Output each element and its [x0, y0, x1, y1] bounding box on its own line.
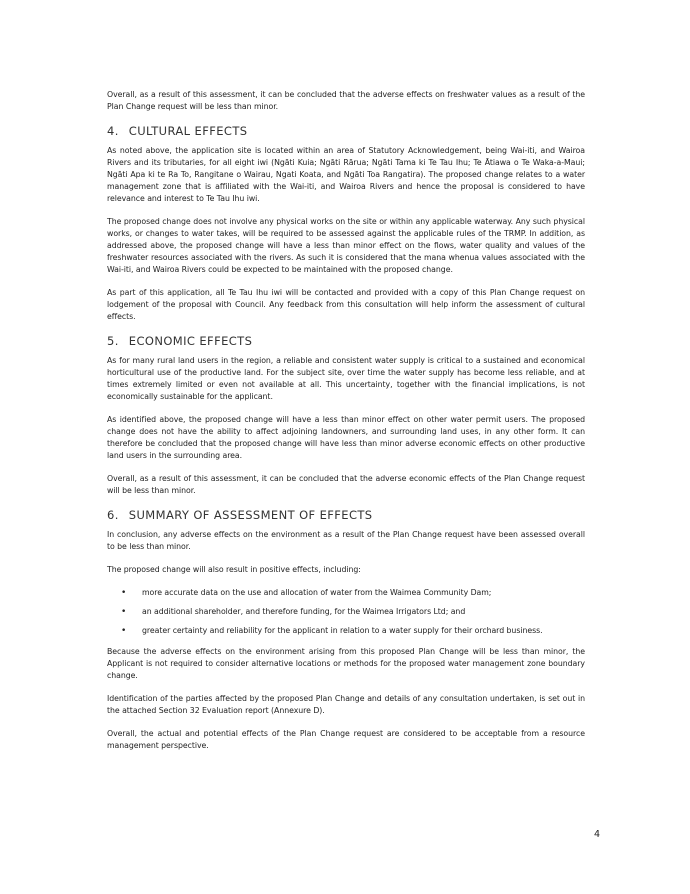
section-heading-cultural	[107, 124, 585, 138]
list-item-text: an additional shareholder, and therefore funding, for the Waimea Irrigators Ltd; and	[142, 607, 466, 616]
economic-paragraph-1: As for many rural land users in the region, a reliable and consistent water supply is critical to a sustained and economical horticultural use of the productive land. For the subject site, over time the water supply has become less reliable, and at times extremely limited or even not available at all. This uncertainty, together with the financial implications, is not economically sustainable for the applicant.	[107, 356, 585, 401]
economic-paragraph-2: As identified above, the proposed change will have a less than minor effect on other water permit users. The proposed change does not have the ability to affect adjoining landowners, and surrounding land uses, in any other form. It can therefore be concluded that the proposed change will have less than minor adverse economic effects on other productive land users in the surrounding area.	[107, 415, 585, 460]
summary-paragraph-1: In conclusion, any adverse effects on the environment as a result of the Plan Change request have been assessed overall to be less than minor.	[107, 530, 585, 551]
section-heading-summary	[107, 508, 585, 522]
list-item	[107, 606, 585, 618]
section-title: CULTURAL EFFECTS	[128, 124, 248, 138]
list-item-text: more accurate data on the use and allocation of water from the Waimea Community Dam;	[142, 588, 492, 597]
bullet-icon: •	[121, 626, 127, 636]
positive-effects-list	[107, 587, 585, 637]
summary-paragraph-2: The proposed change will also result in positive effects, including:	[107, 565, 361, 574]
list-item-text: greater certainty and reliability for the applicant in relation to a water supply for their orchard business.	[142, 626, 543, 635]
economic-paragraph-3: Overall, as a result of this assessment, it can be concluded that the adverse economic effects of the Plan Change request will be less than minor.	[107, 474, 585, 495]
section-title: SUMMARY OF ASSESSMENT OF EFFECTS	[128, 508, 373, 522]
summary-closing-paragraph-3: Overall, the actual and potential effects of the Plan Change request are considered to be acceptable from a resource management perspective.	[107, 729, 585, 750]
page-content	[107, 89, 585, 763]
list-item	[107, 625, 585, 637]
summary-closing-paragraph-1: Because the adverse effects on the environment arising from this proposed Plan Change will be less than minor, the Applicant is not required to consider alternative locations or methods for the proposed water management zone boundary change.	[107, 647, 585, 680]
cultural-paragraph-3: As part of this application, all Te Tau Ihu iwi will be contacted and provided with a copy of this Plan Change request on lodgement of the proposal with Council. Any feedback from this consultation will help inform the assessment of cultural effects.	[107, 288, 585, 321]
section-title: ECONOMIC EFFECTS	[128, 334, 253, 348]
section-number: 6.	[107, 508, 119, 522]
page-number: 4	[593, 829, 600, 840]
list-item	[107, 587, 585, 599]
section-heading-economic	[107, 334, 585, 348]
bullet-icon: •	[121, 607, 127, 617]
summary-closing-paragraph-2: Identification of the parties affected by the proposed Plan Change and details of any consultation undertaken, is set out in the attached Section 32 Evaluation report (Annexure D).	[107, 694, 585, 715]
cultural-paragraph-1: As noted above, the application site is located within an area of Statutory Acknowledgement, being Wai-iti, and Wairoa Rivers and its tributaries, for all eight iwi (Ngāti Kuia; Ngāti Rārua; Ngāti Tama ki Te Tau Ihu; Te Ātiawa o Te Waka-a-Maui; Ngāti Apa ki te Ra To, Rangitane o Wairau, Ngati Koata, and Ngāti Toa Rangatira). The proposed change relates to a water management zone that is affiliated with the Wai-iti, and Wairoa Rivers and hence the proposal is considered to have relevance and interest to Te Tau Ihu iwi.	[107, 146, 585, 203]
section-number: 4.	[107, 124, 119, 138]
cultural-paragraph-2: The proposed change does not involve any physical works on the site or within any applicable waterway. Any such physical works, or changes to water takes, will be required to be assessed against the applicable rules of the TRMP. In addition, as addressed above, the proposed change will have a less than minor effect on the flows, water quality and values of the freshwater resources associated with the rivers. As such it is considered that the mana whenua values associated with the Wai-iti, and Wairoa Rivers could be expected to be maintained with the proposed change.	[107, 217, 585, 274]
intro-paragraph: Overall, as a result of this assessment, it can be concluded that the adverse effects on freshwater values as a result of the Plan Change request will be less than minor.	[107, 90, 585, 111]
section-number: 5.	[107, 334, 119, 348]
bullet-icon: •	[121, 588, 127, 598]
